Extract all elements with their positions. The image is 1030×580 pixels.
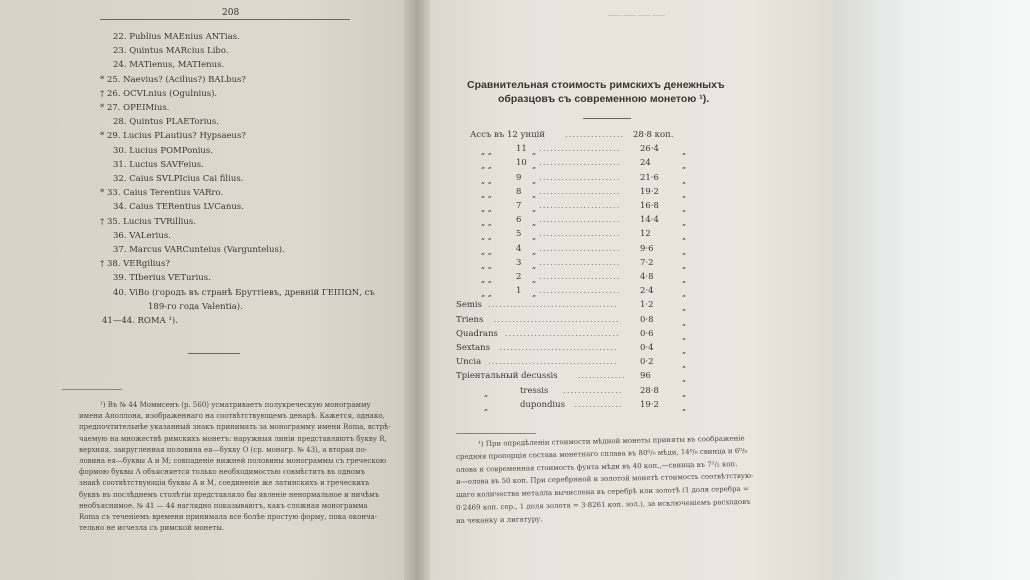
footnote-line: предпочтительнѣе указанный знакъ принимать за монограмму имени Roma, встрѣ- (79, 423, 391, 432)
monogram-entry: 28. Quintus PLAETorius. (113, 117, 219, 128)
table-row-value: 2·4 (640, 286, 654, 297)
monogram-entry: 23. Quintus MARcius Libo. (113, 46, 229, 57)
ditto-mark: „ (682, 331, 687, 341)
monogram-entry: 32. Caius SVLPIcius Cai filius. (113, 174, 244, 184)
table-row-value: 24 (640, 158, 651, 169)
footnote-line: тельно не исчезла съ римской монеты. (79, 524, 225, 533)
ditto-mark: „ (682, 289, 687, 299)
dot-leader: ...................... (539, 273, 621, 282)
table-row-value: 26·4 (640, 144, 659, 155)
monogram-entry: 30. Lucius POMPonius. (113, 145, 213, 156)
table-title-line2: образцовъ съ современною монетою ¹). (498, 93, 710, 105)
table-row-label: Тріентальный decussis (456, 371, 558, 382)
ditto-mark: „ (484, 388, 489, 398)
ditto-mark: „ (532, 232, 537, 242)
footnote-line: и—олова въ 50 коп. При серебряной и золотой монетѣ стоимость соотвѣтствую- (455, 472, 754, 487)
footnote-line: необъяснимое. № 41 — 44 наглядно показываютъ, какъ сложная монограмма (79, 501, 368, 510)
ditto-mark: „ (532, 260, 537, 270)
monogram-entry: 189-го года Valentia). (148, 301, 243, 312)
footnote-line: средняя пропорція состава монетнаго сплава въ 80⁰/₀ мѣди, 14⁰/₀ свинца и 6⁰/₀ (455, 446, 748, 461)
ditto-mark: „ (532, 189, 537, 199)
table-row-label: 7 (516, 201, 522, 211)
footnote-line: щаго количества металла вычислена въ серебрѣ или золотѣ (1 доля серебра = (455, 485, 749, 500)
table-row-value: 1·2 (640, 300, 654, 311)
table-row-label: 1 (516, 286, 522, 297)
ditto-mark: „ „ (481, 218, 492, 228)
table-row-label: 6 (516, 215, 522, 226)
dot-leader: ...................... (539, 258, 621, 268)
ditto-mark: „ (532, 246, 537, 256)
table-row-label: dupondius (520, 399, 565, 410)
ditto-mark: „ (532, 275, 537, 284)
dot-leader: ...................... (539, 159, 621, 168)
dot-leader: ................ (563, 386, 623, 396)
monogram-entry: * 33. Caius Terentius VARro. (100, 188, 224, 199)
table-row-label: Sextans (456, 343, 490, 353)
table-row-value: 96 (640, 371, 651, 382)
table-row-value: 4·8 (640, 272, 654, 282)
dot-leader: ...................... (539, 244, 621, 254)
separator-rule (188, 353, 240, 354)
dot-leader: ................ (565, 131, 625, 140)
table-row-label: Ассъ въ 12 унцій (470, 130, 545, 140)
table-row-value: 16·8 (640, 201, 659, 211)
dot-leader: ...................... (539, 216, 621, 225)
dot-leader: ...................... (539, 173, 621, 183)
ditto-mark: „ „ (481, 246, 492, 256)
background-surface (830, 0, 1030, 580)
footnote-line: ¹) При опредѣленіи стоимости мѣдной монеты приняты въ соображеніе (477, 434, 745, 448)
table-row-value: 19·2 (640, 186, 659, 197)
monogram-entry: * 29. Lucius PLautius? Hypsaeus? (100, 131, 246, 142)
dot-leader: ............. (574, 400, 623, 410)
dot-leader: ...................... (539, 187, 621, 197)
ditto-mark: „ (682, 161, 687, 171)
title-rule (583, 118, 631, 119)
table-row-label: 2 (516, 272, 522, 282)
ditto-mark: „ (484, 402, 489, 412)
footnote-line: буквъ въ послѣднемъ столѣтіи представляло бы явленіе ненормальное и ничѣмъ (79, 490, 380, 499)
table-row-value: 12 (640, 229, 651, 240)
ditto-mark: „ „ (481, 175, 492, 185)
dot-leader: ...................... (539, 230, 621, 239)
ditto-mark: „ „ (481, 189, 492, 199)
ditto-mark: „ (682, 260, 687, 270)
table-row-label: 5 (516, 229, 522, 240)
ditto-mark: „ (682, 374, 687, 384)
table-row-value: 0·6 (640, 328, 654, 339)
ditto-mark: „ „ (481, 232, 492, 242)
table-row-value: 7·2 (640, 257, 654, 268)
table-row-label: Uncia (456, 357, 482, 368)
ditto-mark: „ (682, 388, 687, 398)
book-gutter (404, 0, 430, 580)
table-row-label: 11 (516, 144, 527, 155)
ditto-mark: „ „ (481, 147, 492, 157)
table-row-label: Semis (456, 300, 482, 311)
ditto-mark: „ (682, 346, 687, 355)
monogram-entry: 37. Marcus VARCunteius (Varguntelus). (113, 245, 285, 255)
footnote-line: чаемую на множествѣ римскихъ монетъ: наружныя линіи представляютъ букву R, (79, 434, 387, 443)
dot-leader: ............................... (504, 329, 620, 339)
ditto-mark: „ (682, 317, 687, 327)
dot-leader: ...................... (539, 145, 621, 154)
ditto-mark: „ (682, 232, 687, 242)
table-row-label: 8 (516, 186, 522, 197)
footnote-line: олова и современная стоимость фунта мѣди въ 40 коп.,—свинца въ 7¹/₂ коп. (455, 459, 738, 474)
table-row-value: 0·2 (640, 357, 654, 368)
footnote-line: на чеканку и лигатуру. (455, 514, 543, 525)
header-rule (100, 19, 350, 20)
footnote-line: 0·2469 коп. сер., 1 доля золота = 3·8261 коп. зол.), за исключеніемъ расходовъ (455, 497, 751, 512)
ditto-mark: „ (682, 275, 687, 284)
monogram-entry: † 26. OCVLnius (Ogulnius). (100, 88, 218, 99)
dot-leader: ................................ (499, 344, 618, 353)
dot-leader: ................................... (488, 301, 618, 310)
monogram-entry: 31. Lucius SAVFeius. (113, 159, 204, 170)
table-row-label: Quadrans (456, 328, 498, 339)
dot-leader: ................................... (488, 358, 618, 367)
table-row-label: 3 (516, 257, 522, 268)
ditto-mark: „ (532, 161, 537, 171)
monogram-entry: † 35. Lucius TVRillius. (100, 216, 196, 227)
dot-leader: ............. (577, 372, 626, 381)
ditto-mark: „ (682, 360, 687, 370)
ditto-mark: „ „ (481, 260, 492, 270)
ditto-mark: „ (682, 175, 687, 185)
ditto-mark: „ (682, 246, 687, 256)
footnote-line: ловина ея—буквы А и М; совпаденіе нижней половины монограммы съ греческою (79, 457, 387, 465)
table-row-value: 14·4 (640, 215, 659, 226)
table-row-value: 21·6 (640, 172, 659, 183)
dot-leader: ...................... (539, 202, 621, 211)
dot-leader: .................................. (493, 315, 620, 325)
ditto-mark: „ (682, 303, 687, 313)
monogram-entry: * 25. Naevius? (Acilius?) BALbus? (100, 74, 246, 85)
ditto-mark: „ „ (481, 289, 492, 299)
page-number: 208 (222, 8, 240, 18)
table-row-value: 28·8 коп. (633, 130, 674, 140)
ditto-mark: „ (682, 204, 687, 213)
ditto-mark: „ (682, 402, 687, 412)
footnote-line: имени Аполлона, изображеннаго на соотвѣтствующемъ денарѣ. Кажется, однако, (79, 412, 385, 421)
table-row-value: 28·8 (640, 385, 659, 396)
bleed-through: ─── ─── ─── ─── (608, 12, 666, 20)
ditto-mark: „ (532, 204, 537, 213)
ditto-mark: „ (682, 189, 687, 199)
ditto-mark: „ (532, 218, 537, 228)
monogram-entry: 24. MATienus, MATIenus. (113, 60, 225, 71)
ditto-mark: „ (532, 289, 537, 299)
dot-leader: ...................... (539, 287, 621, 296)
ditto-mark: „ „ (481, 204, 492, 213)
table-row-value: 9·6 (640, 243, 654, 254)
table-row-value: 0·8 (640, 314, 654, 325)
ditto-mark: „ „ (481, 275, 492, 284)
monogram-entry: 39. TIberius VETurius. (113, 273, 211, 284)
table-row-label: 4 (516, 243, 522, 254)
table-row-value: 19·2 (640, 399, 659, 410)
table-row-label: tressis (520, 385, 549, 396)
table-title-line1: Сравнительная стоимость римскихъ денежныхъ (467, 79, 725, 91)
right-footnote-rule (456, 433, 536, 434)
table-row-label: Triens (456, 314, 484, 325)
table-row-label: 10 (516, 158, 527, 169)
footnote-line: верхняя, закругленная половина ея—букву O (ср. моногр. № 43), а вторая по- (79, 445, 368, 454)
footnote-line: знакѣ соотвѣтствующія буквы А и М, соединеніе же латинскихъ и греческихъ (79, 479, 370, 488)
ditto-mark: „ (532, 175, 537, 185)
monogram-entry: 34. Caius TERentius LVCanus. (113, 202, 244, 213)
footnote-line: формою буквы Λ объясняется только необходимостью совмѣстить въ одномъ (79, 468, 365, 477)
footnote-line: Roma съ теченіемъ времени принимала все болѣе простую форму, пока оконча- (79, 513, 378, 521)
monogram-entry: * 27. OPEIMius. (100, 103, 170, 113)
monogram-entry: 36. VALerius. (113, 230, 171, 241)
footnote-line: ¹) Въ № 44 Моммсенъ (р. 560) усматриваетъ полукреческую монограмму (100, 401, 371, 409)
monogram-entry: † 38. VERgilius? (100, 259, 170, 270)
table-row-label: 9 (516, 172, 522, 183)
table-row-value: 0·4 (640, 343, 654, 353)
monogram-entry: 22. Publius MAEnius ANTias. (113, 32, 240, 42)
ditto-mark: „ (682, 147, 687, 157)
monogram-entry: 40. ViBo (городъ въ странѣ Бруттіевъ, древній ΓΕΙΠΩΝ, съ (113, 287, 375, 298)
ditto-mark: „ (682, 218, 687, 228)
footnote-rule (62, 389, 122, 390)
ditto-mark: „ (532, 147, 537, 157)
monogram-entry: 41—44. ROMA ¹). (102, 316, 178, 326)
ditto-mark: „ „ (481, 161, 492, 171)
